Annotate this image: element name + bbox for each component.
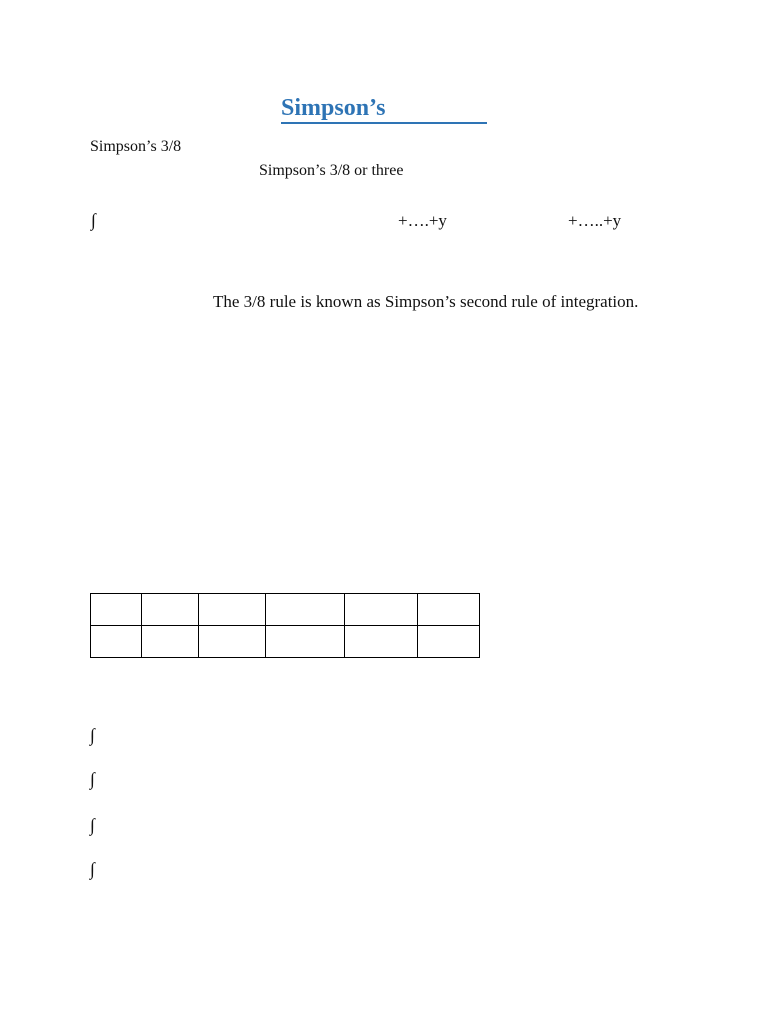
- table-row: [91, 594, 480, 626]
- table-cell: [199, 626, 266, 658]
- table-cell: [91, 626, 142, 658]
- step-integral-symbol: ∫: [90, 859, 95, 879]
- table-cell: [266, 626, 345, 658]
- intro-text: Simpson’s 3/8: [90, 138, 182, 155]
- formula-term-b: +…..+y: [568, 211, 622, 230]
- formula-integral-symbol: ∫: [91, 210, 96, 230]
- table-cell: [345, 626, 418, 658]
- step-integral-symbol: ∫: [90, 725, 95, 745]
- table-cell: [266, 594, 345, 626]
- page-title: [281, 94, 487, 124]
- step-integral-symbol: ∫: [90, 815, 95, 835]
- table-cell: [142, 594, 199, 626]
- rule-note: The 3/8 rule is known as Simpson’s second rule of integration.: [213, 292, 639, 311]
- table-cell: [418, 626, 480, 658]
- formula-term-a: +….+y: [398, 211, 447, 230]
- table-cell: [91, 594, 142, 626]
- page-title-text: Simpson’s: [281, 95, 386, 121]
- table-cell: [418, 594, 480, 626]
- data-table: [90, 593, 480, 658]
- table-cell: [199, 594, 266, 626]
- table-cell: [345, 594, 418, 626]
- step-integral-symbol: ∫: [90, 769, 95, 789]
- subtitle-text: Simpson’s 3/8 or three: [259, 162, 404, 179]
- table-cell: [142, 626, 199, 658]
- table-row: [91, 626, 480, 658]
